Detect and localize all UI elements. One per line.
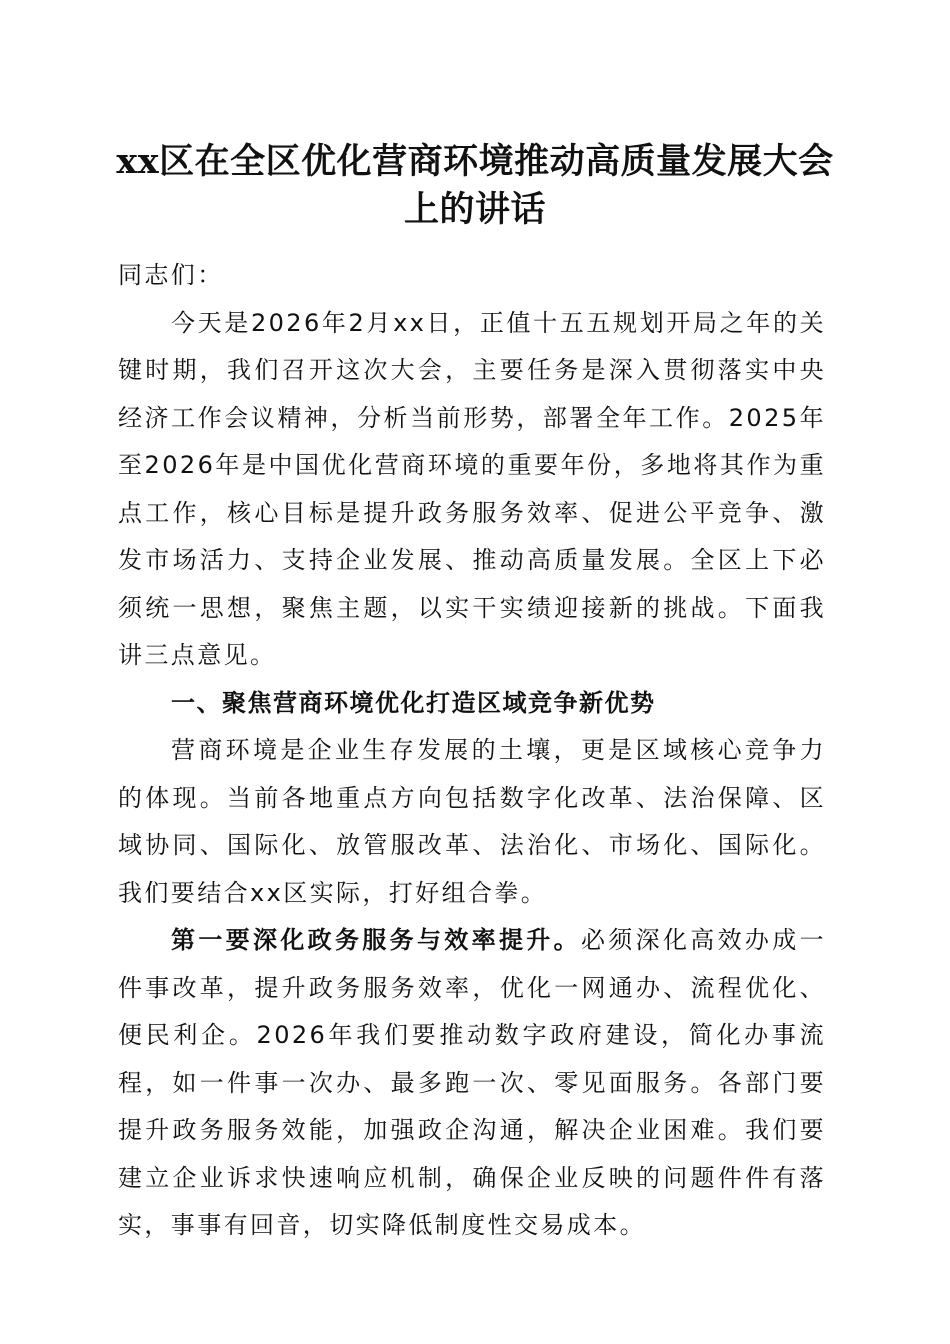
intro-paragraph: 今天是2026年2月xx日，正值十五五规划开局之年的关键时期，我们召开这次大会，主要任务是深入贯彻落实中央经济工作会议精神，分析当前形势，部署全年工作。2025年至2026年是中国优化营商环境的重要年份，多地将其作为重点工作，核心目标是提升政务服务效率、促进公平竞争、激发市场活力、支持企业发展、推动高质量发展。全区上下必须统一思想，聚焦主题，以实干实绩迎接新的挑战。下面我讲三点意见。 [118, 308, 826, 669]
point-1-lead: 第一要深化政务服务与效率提升。 [171, 926, 581, 954]
point-1-paragraph [118, 917, 826, 1250]
document-title: xx区在全区优化营商环境推动高质量发展大会上的讲话 [116, 141, 834, 230]
document-body [118, 252, 826, 1250]
salutation: 同志们： [118, 261, 224, 289]
section-1-paragraph: 营商环境是企业生存发展的土壤，更是区域核心竞争力的体现。当前各地重点方向包括数字化改革、法治保障、区域协同、国际化、放管服改革、法治化、市场化、国际化。我们要结合xx区实际，打好组合拳。 [118, 736, 826, 907]
section-heading-1: 一、聚焦营商环境优化打造区域竞争新优势 [171, 688, 656, 717]
point-1-body: 必须深化高效办成一件事改革，提升政务服务效率，优化一网通办、流程优化、便民利企。2026年我们要推动数字政府建设，简化办事流程，如一件事一次办、最多跑一次、零见面服务。各部门要提升政务服务效能，加强政企沟通，解决企业困难。我们要建立企业诉求快速响应机制，确保企业反映的问题件件有落实，事事有回音，切实降低制度性交易成本。 [118, 926, 826, 1239]
